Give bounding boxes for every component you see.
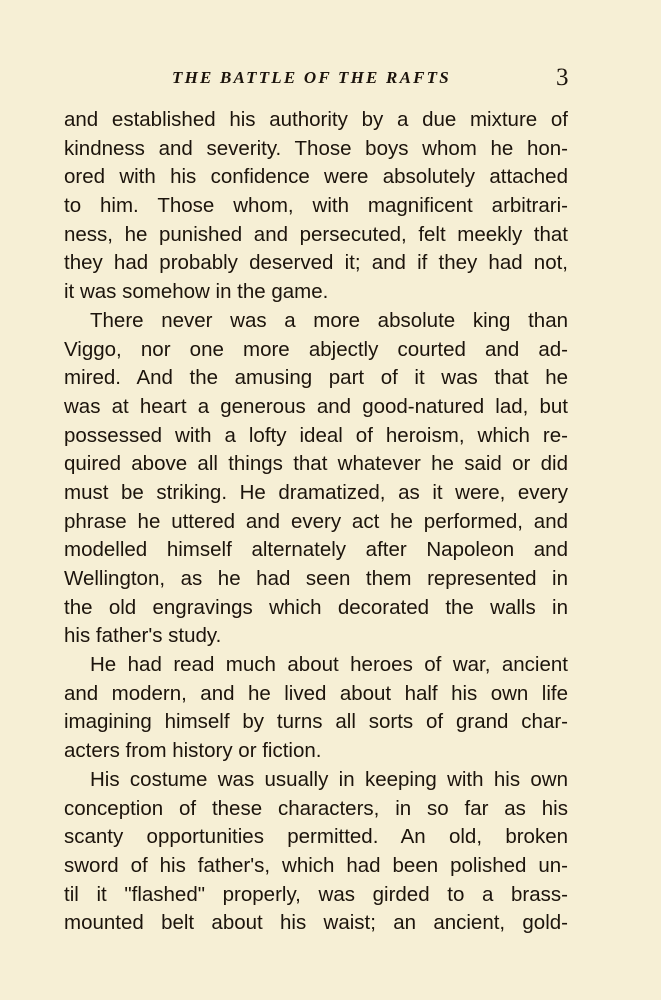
running-header [0, 66, 661, 96]
text-line: to him. Those whom, with magnificent arbitrari- [64, 194, 568, 218]
text-line: his father's study. [64, 624, 222, 648]
text-line: acters from history or fiction. [64, 739, 322, 763]
body-text [64, 106, 568, 938]
text-line: it was somehow in the game. [64, 280, 329, 304]
text-line: til it "flashed" properly, was girded to a brass- [64, 882, 568, 906]
text-line: possessed with a lofty ideal of heroism, which re- [64, 423, 568, 447]
text-line: kindness and severity. Those boys whom he hon- [64, 136, 568, 160]
text-line: quired above all things that whatever he said or did [64, 452, 568, 476]
text-line: There never was a more absolute king than [90, 308, 568, 332]
text-line: phrase he uttered and every act he performed, and [64, 509, 568, 533]
text-line: and established his authority by a due mixture of [64, 108, 568, 131]
text-line: must be striking. He dramatized, as it were, every [64, 480, 568, 504]
text-line: His costume was usually in keeping with his own [90, 767, 568, 791]
text-line: ored with his confidence were absolutely attached [64, 165, 568, 189]
text-line: was at heart a generous and good-natured lad, but [64, 394, 568, 418]
text-line: they had probably deserved it; and if they had not, [64, 251, 568, 275]
text-line: He had read much about heroes of war, ancient [90, 653, 568, 677]
page-number: 3 [556, 64, 569, 91]
text-line: ness, he punished and persecuted, felt meekly that [64, 222, 568, 246]
text-line: Wellington, as he had seen them represented in [64, 567, 568, 590]
text-line: and modern, and he lived about half his own life [64, 681, 568, 705]
text-line: mired. And the amusing part of it was that he [64, 366, 568, 390]
text-line: scanty opportunities permitted. An old, broken [64, 825, 568, 849]
text-line: mounted belt about his waist; an ancient, gold- [64, 911, 568, 935]
text-line: conception of these characters, in so far as his [64, 796, 568, 820]
text-line: Viggo, nor one more abjectly courted and ad- [64, 337, 568, 361]
text-line: the old engravings which decorated the walls in [64, 595, 568, 619]
text-line: sword of his father's, which had been polished un- [64, 853, 568, 877]
running-title: THE BATTLE OF THE RAFTS [172, 68, 451, 87]
text-line: imagining himself by turns all sorts of grand char- [64, 710, 568, 734]
text-line: modelled himself alternately after Napoleon and [64, 538, 568, 562]
